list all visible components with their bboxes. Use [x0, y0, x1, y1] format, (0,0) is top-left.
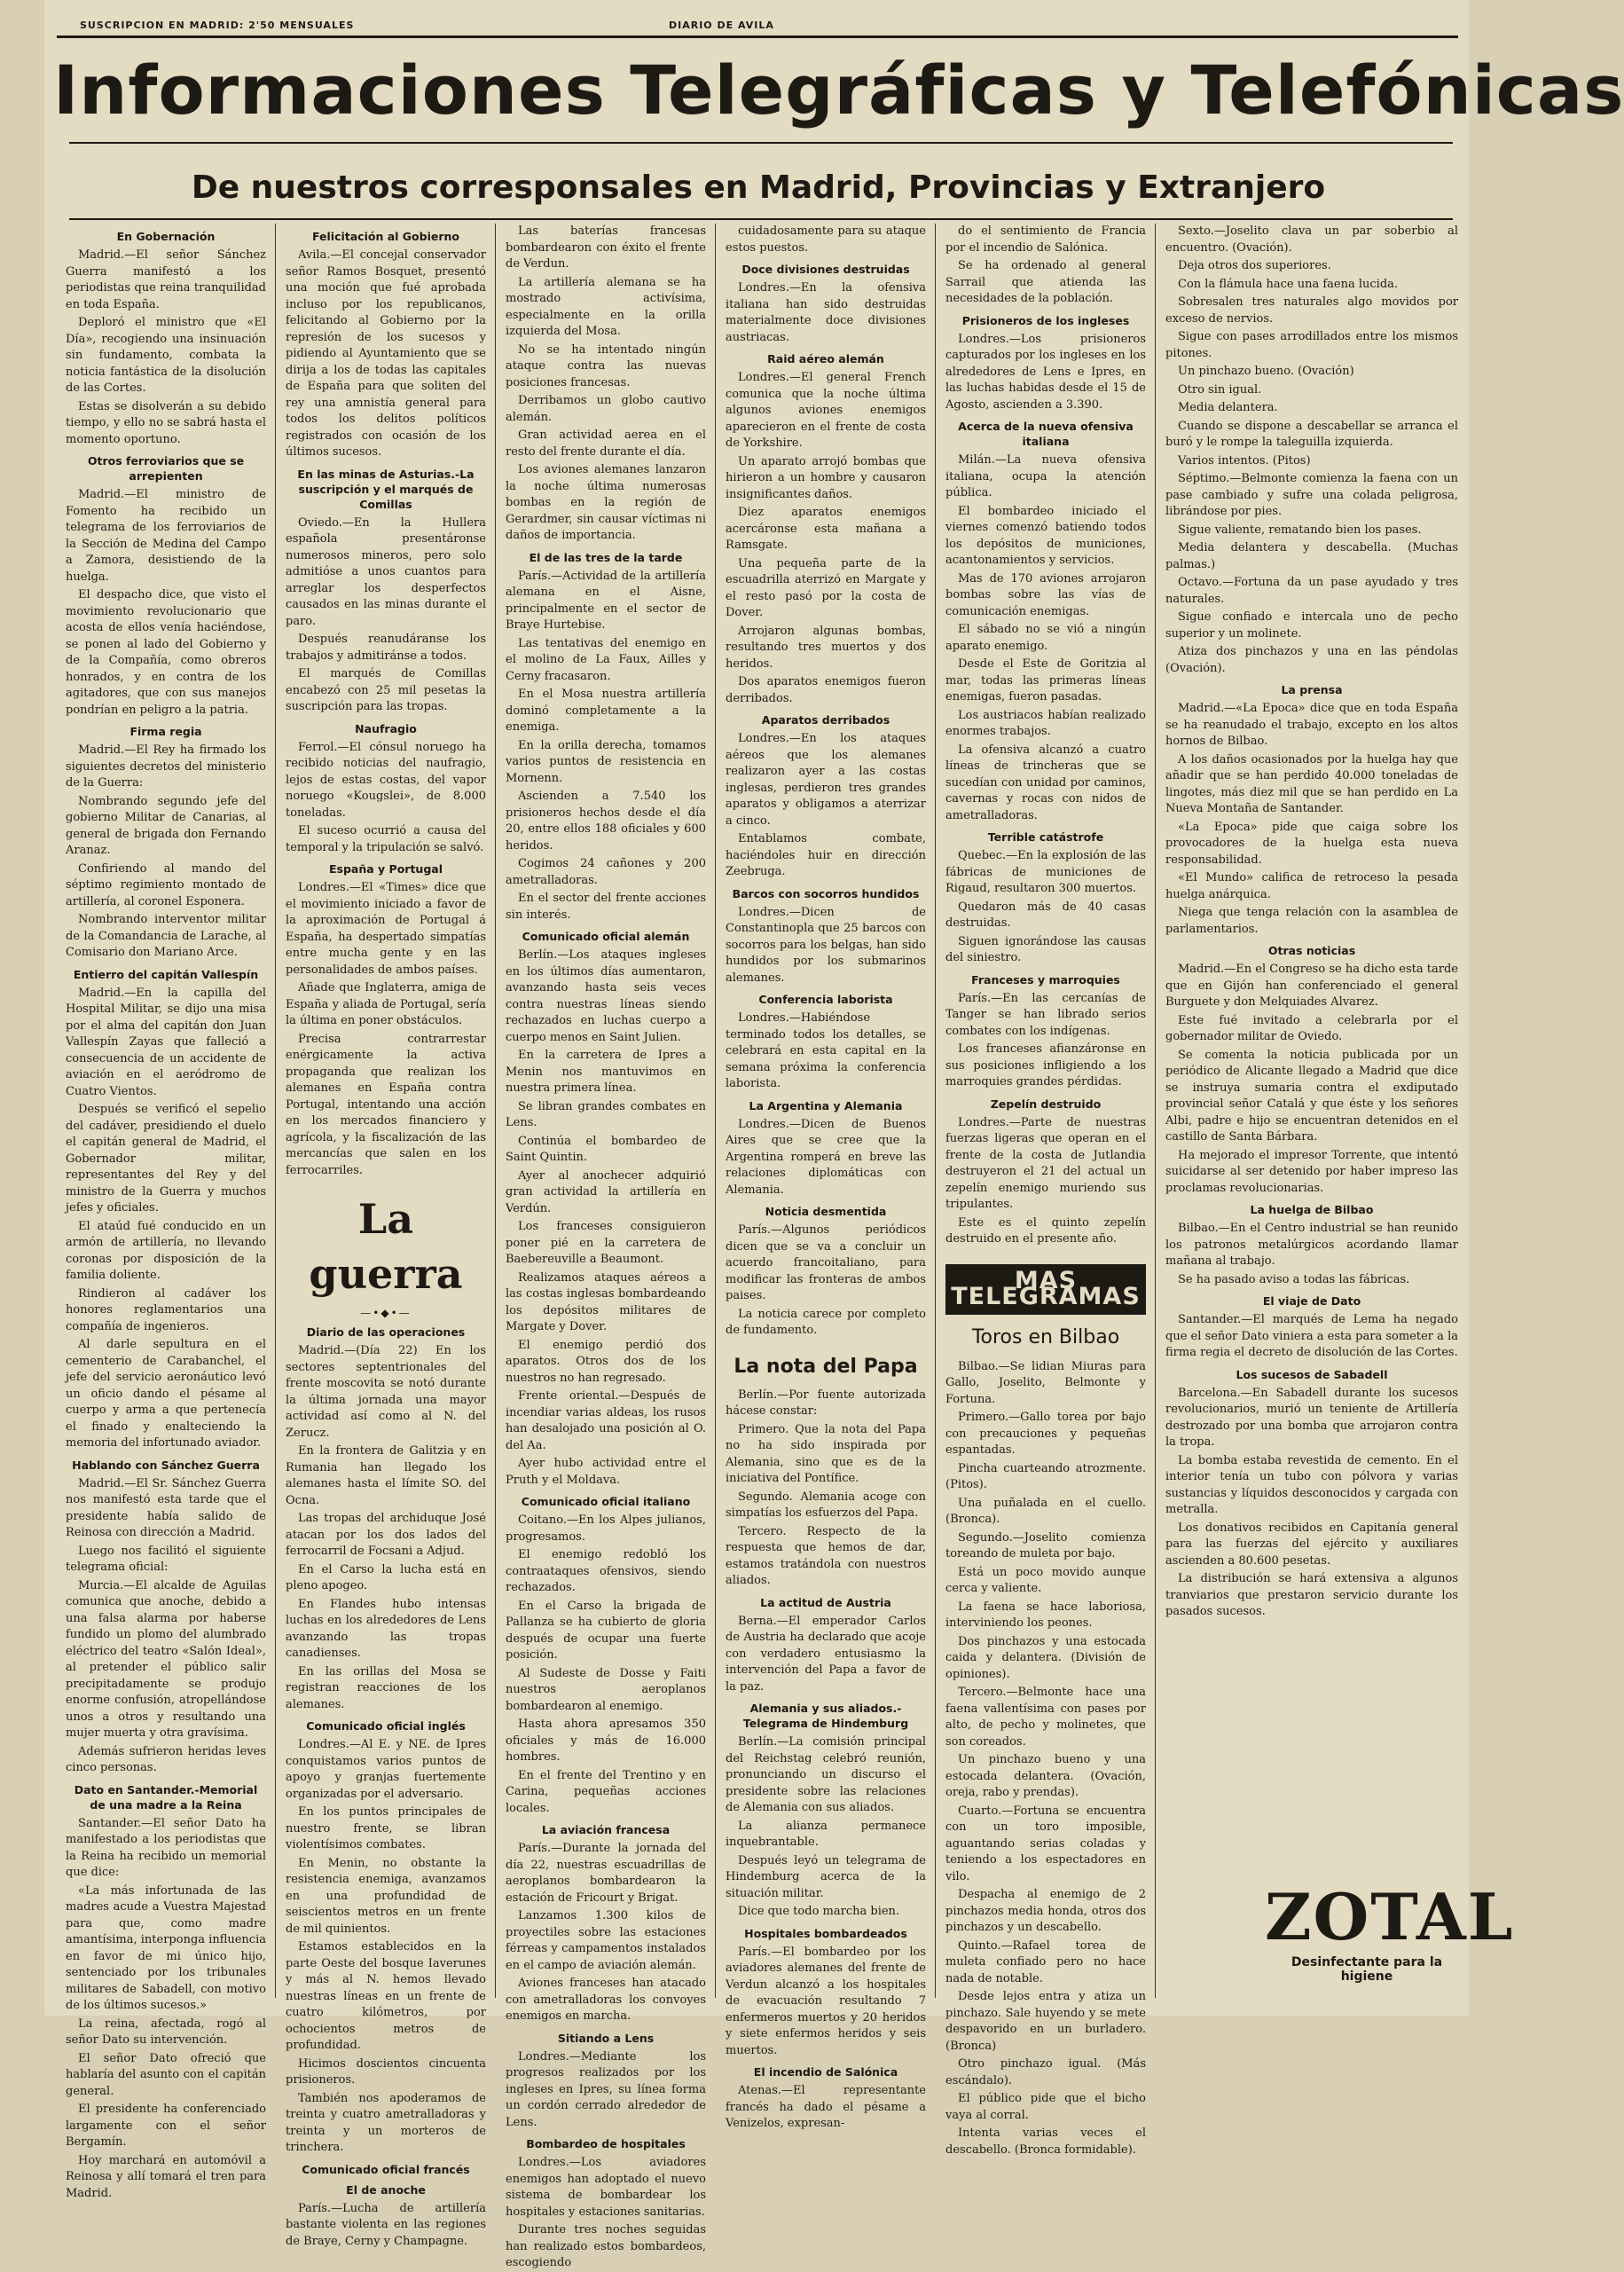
article-headline: La aviación francesa: [541, 1823, 671, 1836]
article-paragraph: El sábado no se vió a ningún aparato enemigo.: [945, 623, 1146, 653]
article-paragraph: Murcia.—El alcalde de Aguilas comunica que anoche, debido a una falsa alarma por haberse fundido un plomo del alumbrado eléctrico del teatro «Salón Ideal», al pretender el público salir precipitadamente se produjo enorme confusión, atropellándose unos a otros y resultando una mujer muerta y otra gravísima.: [66, 1578, 266, 1740]
article-paragraph: Segundo. Alemania acoge con simpatías los esfuerzos del Papa.: [726, 1490, 926, 1520]
article-headline: En las minas de Asturias.-La suscripción y el marqués de Comillas: [297, 467, 475, 511]
article-paragraph: Precisa contrarrestar enérgicamente la activa propaganda que realizan los alemanes en España contra Portugal, intentando una acción en los mercados financiero y agrícola, y la fiscalización de las mercancías que salen en los ferrocarriles.: [286, 1032, 486, 1177]
article-paragraph: Madrid.—El señor Sánchez Guerra manifestó a los periodistas que reina tranquilidad en toda España.: [66, 248, 266, 311]
article-paragraph: Madrid.—En el Congreso se ha dicho esta tarde que en Gijón han conferenciado el general Burguete y don Melquiades Alvarez.: [1165, 963, 1458, 1009]
article-paragraph: Ascienden a 7.540 los prisioneros hechos desde el día 20, entre ellos 188 oficiales y 600 heridos.: [506, 790, 706, 853]
article-paragraph: En Flandes hubo intensas luchas en los alrededores de Lens avanzando las tropas canadienses.: [286, 1597, 486, 1660]
article-paragraph: Barcelona.—En Sabadell durante los sucesos revolucionarios, murió un teniente de Artillería destrozado por una bomba que arrojaron contra la tropa.: [1165, 1386, 1458, 1449]
article-headline: España y Portugal: [328, 862, 443, 876]
article-paragraph: Londres.—En la ofensiva italiana han sido destruidas materialmente doce divisiones austriacas.: [726, 281, 926, 344]
article-paragraph: El marqués de Comillas encabezó con 25 mil pesetas la suscripción para las tropas.: [286, 667, 486, 713]
article-paragraph: Atiza dos pinchazos y una en las péndolas (Ovación).: [1165, 645, 1458, 675]
article-paragraph: Londres.—En los ataques aéreos que los alemanes realizaron ayer a las costas inglesas, perdieron tres grandes aparatos y obligamos a aterrizar a cinco.: [726, 732, 926, 828]
article-paragraph: Londres.—Dicen de Constantinopla que 25 barcos con socorros para los belgas, han sido hundidos por los submarinos alemanes.: [726, 905, 926, 985]
article-paragraph: La alianza permanece inquebrantable.: [726, 1819, 926, 1849]
article-paragraph: Al darle sepultura en el cementerio de Carabanchel, el jefe del servicio aeronáutico levó un oficio dando el pésame al cuerpo y arma a que pertenecía el finado y enalteciendo la memoria del infortunado aviador.: [66, 1338, 266, 1450]
article-paragraph: Sigue con pases arrodillados entre los mismos pitones.: [1165, 330, 1458, 360]
article-paragraph: Después se verificó el sepelio del cadáver, presidiendo el duelo el capitán general de Madrid, el Gobernador militar, representantes del Rey y del ministro de la Guerra y muchos jefes y oficiales.: [66, 1103, 266, 1215]
article-paragraph: La artillería alemana se ha mostrado activísima, especialmente en la orilla izquierda del Mosa.: [506, 275, 706, 338]
article-paragraph: Diez aparatos enemigos acercáronse esta mañana a Ramsgate.: [726, 506, 926, 552]
article-paragraph: Santander.—El señor Dato ha manifestado a los periodistas que la Reina ha recibido un memorial que dice:: [66, 1816, 266, 1879]
article-paragraph: En el frente del Trentino y en Carina, pequeñas acciones locales.: [506, 1768, 706, 1815]
article-paragraph: Gran actividad aerea en el resto del frente durante el día.: [506, 428, 706, 459]
article-paragraph: Los donativos recibidos en Capitanía general para las fuerzas del ejército y auxiliares ascienden a 80.600 pesetas.: [1165, 1521, 1458, 1568]
article-paragraph: Confiriendo al mando del séptimo regimiento montado de artillería, al coronel Esponera.: [66, 861, 266, 908]
article-paragraph: Quedaron más de 40 casas destruidas.: [945, 900, 1146, 930]
article-paragraph: Niega que tenga relación con la asamblea de parlamentarios.: [1165, 906, 1458, 936]
article-paragraph: Pincha cuarteando atrozmente. (Pitos).: [945, 1461, 1146, 1491]
article-paragraph: La distribución se hará extensiva a algunos tranviarios que prestaron servicio durante los pasados sucesos.: [1165, 1572, 1458, 1618]
column-6: [1165, 224, 1458, 1865]
article-paragraph: Los franceses consiguieron poner pié en la carretera de Baebereuville a Beaumont.: [506, 1220, 706, 1266]
article-paragraph: Ferrol.—El cónsul noruego ha recibido noticias del naufragio, lejos de estas costas, del vapor noruego «Kougslei», de 8.000 toneladas.: [286, 740, 486, 820]
article-paragraph: Deploró el ministro que «El Día», recogiendo una insinuación sin fundamento, combata la noticia fantástica de la disolución de las Cortes.: [66, 316, 266, 395]
article-paragraph: Se comenta la noticia publicada por un periódico de Alicante llegado a Madrid que dice se instruya sumaria contra el exdiputado provincial señor Catalá y que éste y los señores Albi, padre e hijo se encuentran detenidos en el castillo de Santa Bárbara.: [1165, 1048, 1458, 1144]
article-paragraph: Milán.—La nueva ofensiva italiana, ocupa la atención pública.: [945, 453, 1146, 499]
article-paragraph: Las baterías francesas bombardearon con éxito el frente de Verdun.: [506, 224, 706, 271]
article-headline: La actitud de Austria: [760, 1595, 891, 1609]
article-headline: Zepelín destruido: [990, 1097, 1102, 1111]
article-paragraph: Oviedo.—En la Hullera española presentáronse numerosos mineros, pero solo admitióse a unos cuantos para arreglar los desperfectos causados en las minas durante el paro.: [286, 515, 486, 628]
article-paragraph: París.—El bombardeo por los aviadores alemanes del frente de Verdun alcanzó a los hospitales de evacuación resultando 7 enfermeros muertos y 20 heridos y siete enfermos heridos y seis muertos.: [726, 1945, 926, 2057]
article-paragraph: La reina, afectada, rogó al señor Dato su intervención.: [66, 2016, 266, 2047]
newspaper-page: [44, 0, 1624, 2269]
article-paragraph: Madrid.—El Rey ha firmado los siguientes decretos del ministerio de la Guerra:: [66, 743, 266, 790]
article-headline: Otras noticias: [1267, 944, 1356, 957]
article-paragraph: Otro pinchazo igual. (Más escándalo).: [945, 2057, 1146, 2087]
article-headline: En Gobernación: [116, 230, 216, 243]
article-headline: Conferencia laborista: [758, 993, 893, 1006]
article-paragraph: En la carretera de Ipres a Menin nos mantuvimos en nuestra primera línea.: [506, 1049, 706, 1095]
article-headline: Bombardeo de hospitales: [526, 2137, 686, 2150]
article-paragraph: Se ha pasado aviso a todas las fábricas.: [1178, 1272, 1410, 1286]
article-headline: Prisioneros de los ingleses: [961, 313, 1130, 327]
article-paragraph: París.—Algunos periódicos dicen que se va a concluir un acuerdo francoitaliano, para modificar las fronteras de ambos paises.: [726, 1223, 926, 1302]
article-paragraph: Dice que todo marcha bien.: [738, 1905, 900, 1918]
article-paragraph: Londres.—Dicen de Buenos Aires que se cree que la Argentina romperá en breve las relaciones diplomáticas con Alemania.: [726, 1117, 926, 1197]
article-paragraph: Madrid.—El Sr. Sánchez Guerra nos manifestó esta tarde que el presidente había salido de Reinosa con dirección a Madrid.: [66, 1476, 266, 1539]
column-divider: [495, 224, 496, 1998]
article-paragraph: La noticia carece por completo de fundamento.: [726, 1307, 926, 1337]
article-paragraph: El señor Dato ofreció que hablaría del asunto con el capitán general.: [66, 2051, 266, 2098]
bullfight-heading: Toros en Bilbao: [971, 1325, 1120, 1348]
article-paragraph: Hoy marchará en automóvil a Reinosa y allí tomará el tren para Madrid.: [66, 2153, 266, 2200]
pope-note-heading: La nota del Papa: [734, 1355, 918, 1378]
article-paragraph: Bilbao.—En el Centro industrial se han reunido los patronos metalúrgicos acordando llamar mañana al trabajo.: [1165, 1222, 1458, 1268]
article-paragraph: cuidadosamente para su ataque estos puestos.: [726, 224, 926, 255]
article-headline: Comunicado oficial inglés: [306, 1719, 466, 1733]
article-paragraph: Berlín.—Por fuente autorizada hácese constar:: [726, 1388, 926, 1418]
article-paragraph: do el sentimiento de Francia por el incendio de Salónica.: [945, 224, 1146, 255]
article-paragraph: Sobresalen tres naturales algo movidos por exceso de nervios.: [1165, 295, 1458, 326]
article-headline: Sitiando a Lens: [557, 2031, 655, 2045]
article-paragraph: Primero. Que la nota del Papa no ha sido inspirada por Alemania, sino que es de la iniciativa del Pontífice.: [726, 1422, 926, 1485]
section-masthead: Informaciones Telegráficas y Telefónicas: [53, 51, 1624, 130]
article-paragraph: Tercero. Respecto de la respuesta que hemos de dar, estamos tratándola con nuestros aliados.: [726, 1524, 926, 1587]
article-paragraph: La bomba estaba revestida de cemento. En el interior tenía un tubo con pólvora y varias sustancias y líquidos desconocidos y cargada con metralla.: [1165, 1453, 1458, 1516]
article-headline: Noticia desmentida: [765, 1205, 887, 1218]
article-paragraph: Santander.—El marqués de Lema ha negado que el señor Dato viniera a esta para someter a la firma regia el decreto de disolución de las Cortes.: [1165, 1313, 1458, 1359]
article-paragraph: En el Carso la lucha está en pleno apogeo.: [286, 1562, 486, 1592]
article-headline: El incendio de Salónica: [753, 2065, 898, 2079]
article-paragraph: Luego nos facilitó el siguiente telegrama oficial:: [66, 1544, 266, 1574]
article-headline: Aparatos derribados: [761, 713, 890, 727]
article-paragraph: «La más infortunada de las madres acude a Vuestra Majestad para que, como madre amantísima, interponga influencia en favor de mi único hijo, sentenciado por los tribunales militares de Sabadell, con motivo de los últimos sucesos.»: [66, 1883, 266, 2012]
article-paragraph: En la orilla derecha, tomamos varios puntos de resistencia en Mornenn.: [506, 738, 706, 785]
article-paragraph: Hasta ahora apresamos 350 oficiales y más de 16.000 hombres.: [506, 1718, 706, 1764]
article-paragraph: Frente oriental.—Después de incendiar varias aldeas, los rusos han desalojado una posición al O. del Aa.: [506, 1389, 706, 1452]
article-paragraph: En el Carso la brigada de Pallanza se ha cubierto de gloria después de ocupar una fuerte posición.: [506, 1599, 706, 1662]
article-paragraph: En el sector del frente acciones sin interés.: [506, 892, 706, 922]
article-paragraph: Despacha al enemigo de 2 pinchazos media honda, otros dos pinchazos y un descabello.: [945, 1888, 1146, 1934]
zotal-advertisement: [1265, 1879, 1515, 2012]
article-headline: Diario de las operaciones: [306, 1325, 466, 1339]
article-paragraph: «La Epoca» pide que caiga sobre los provocadores de la huelga esta nueva responsabilidad.: [1165, 820, 1458, 867]
article-headline: Otros ferroviarios que se arrepienten: [87, 454, 245, 483]
column-5: [945, 224, 1146, 2157]
article-paragraph: Los austriacos habían realizado enormes trabajos.: [945, 708, 1146, 738]
article-paragraph: Se ha ordenado al general Sarrail que atienda las necesidades de la población.: [945, 259, 1146, 305]
article-paragraph: Después reanudáranse los trabajos y admitiránse a todos.: [286, 633, 486, 663]
article-paragraph: Entablamos combate, haciéndoles huir en dirección Zeebruga.: [726, 832, 926, 878]
article-paragraph: Hicimos doscientos cincuenta prisioneros.: [286, 2056, 486, 2087]
column-divider: [1155, 224, 1156, 1998]
article-paragraph: Cuarto.—Fortuna se encuentra con un toro imposible, aguantando serias coladas y teniendo a los espectadores en vilo.: [945, 1804, 1146, 1883]
article-paragraph: Londres.—Los aviadores enemigos han adoptado el nuevo sistema de bombardear los hospitales y estaciones sanitarias.: [506, 2156, 706, 2219]
article-paragraph: El público pide que el bicho vaya al corral.: [945, 2092, 1146, 2122]
article-paragraph: En el Mosa nuestra artillería dominó completamente a la enemiga.: [506, 688, 706, 734]
article-paragraph: En Menin, no obstante la resistencia enemiga, avanzamos en una profundidad de seiscientos metros en un frente de mil quinientos.: [286, 1856, 486, 1936]
article-paragraph: La ofensiva alcanzó a cuatro líneas de trincheras que se sucedían con unidad por caminos, cavernas y rocas con nidos de ametralladoras.: [945, 743, 1146, 822]
article-paragraph: Séptimo.—Belmonte comienza la faena con un pase cambiado y sufre una colada peligrosa, librándose por pies.: [1165, 472, 1458, 518]
article-paragraph: Las tentativas del enemigo en el molino de La Faux, Ailles y Cerny fracasaron.: [506, 636, 706, 683]
article-paragraph: Madrid.—(Día 22) En los sectores septentrionales del frente moscovita se notó durante la última jornada una mayor actividad así como al N. del Zerucz.: [286, 1344, 486, 1440]
article-paragraph: Con la flámula hace una faena lucida.: [1178, 277, 1399, 291]
article-paragraph: Quebec.—En la explosión de las fábricas de municiones de Rigaud, resultaron 300 muertos.: [945, 849, 1146, 895]
article-paragraph: Ha mejorado el impresor Torrente, que intentó suicidarse al ser detenido por haber impreso las proclamas revolucionarias.: [1165, 1148, 1458, 1195]
article-paragraph: Quinto.—Rafael torea de muleta confiado pero no hace nada de notable.: [945, 1938, 1146, 1985]
article-paragraph: Ayer hubo actividad entre el Pruth y el Moldava.: [506, 1457, 706, 1487]
article-paragraph: Desde el Este de Goritzia al mar, todas las primeras líneas enemigas, fueron pasadas.: [945, 657, 1146, 704]
article-paragraph: Otro sin igual.: [1178, 382, 1262, 397]
article-paragraph: Avila.—El concejal conservador señor Ramos Bosquet, presentó una moción que fué aprobada incluso por los republicanos, felicitando al Gobierno por la represión de los sucesos y pidiendo al Ayuntamiento que se dirija a los de todas las capitales de España para que soliten del rey una amnistía general para todos los delitos políticos registrados con ocasión de los últimos sucesos.: [286, 248, 486, 459]
article-paragraph: Estas se disolverán a su debido tiempo, y ello no se sabrá hasta el momento oportuno.: [66, 399, 266, 446]
article-paragraph: Ayer al anochecer adquirió gran actividad la artillería en Verdún.: [506, 1168, 706, 1215]
article-paragraph: Un pinchazo bueno y una estocada delantera. (Ovación, oreja, rabo y prendas).: [945, 1753, 1146, 1799]
subscription-note: SUSCRIPCION EN MADRID: 2'50 MENSUALES: [80, 20, 355, 31]
article-paragraph: Una pequeña parte de la escuadrilla aterrizó en Margate y el resto pasó por la costa de Dover.: [726, 556, 926, 619]
article-paragraph: Siguen ignorándose las causas del siniestro.: [945, 934, 1146, 964]
article-paragraph: Dos aparatos enemigos fueron derribados.: [726, 675, 926, 705]
subtitle-rule: [69, 218, 1453, 220]
article-headline: Los sucesos de Sabadell: [1236, 1367, 1388, 1381]
article-headline: Franceses y marroquies: [971, 972, 1120, 987]
article-paragraph: París.—Actividad de la artillería alemana en el Aisne, principalmente en el sector de Braye Hurtebise.: [506, 569, 706, 632]
article-paragraph: Primero.—Gallo torea por bajo con precauciones y pequeñas espantadas.: [945, 1411, 1146, 1457]
article-paragraph: Londres.—Mediante los progresos realizados por los ingleses en Ipres, su línea forma un cordón cerrado alrededor de Lens.: [506, 2049, 706, 2129]
column-2: [286, 224, 486, 2248]
article-paragraph: Desde lejos entra y atiza un pinchazo. Sale huyendo y se mete despavorido en un burladero. (Bronca): [945, 1990, 1146, 2053]
article-paragraph: Segundo.—Joselito comienza toreando de muleta por bajo.: [945, 1530, 1146, 1561]
article-paragraph: La faena se hace laboriosa, interviniendo los peones.: [945, 1600, 1146, 1630]
article-paragraph: El bombardeo iniciado el viernes comenzó batiendo todos los depósitos de municiones, acantonamientos y servicios.: [945, 504, 1146, 567]
ad-tagline: Desinfectante para la higiene: [1291, 1955, 1443, 1984]
article-paragraph: El enemigo redobló los contraataques ofensivos, siendo rechazados.: [506, 1548, 706, 1594]
column-divider: [275, 224, 276, 1998]
article-paragraph: París.—En las cercanías de Tanger se han librado serios combates con los indígenas.: [945, 991, 1146, 1038]
article-headline: Entierro del capitán Vallespín: [73, 967, 259, 981]
article-paragraph: Deja otros dos superiores.: [1178, 259, 1331, 272]
article-headline: Barcos con socorros hundidos: [732, 886, 920, 900]
article-paragraph: El enemigo perdió dos aparatos. Otros dos de los nuestros no han regresado.: [506, 1338, 706, 1385]
article-paragraph: Los aviones alemanes lanzaron la noche última numerosas bombas en la región de Gerardmer, sin causar víctimas ni daños de importancia.: [506, 463, 706, 542]
article-paragraph: El presidente ha conferenciado largamente con el señor Bergamín.: [66, 2103, 266, 2149]
article-paragraph: Un pinchazo bueno. (Ovación): [1178, 365, 1354, 378]
article-headline: Dato en Santander.-Memorial de una madre a la Reina: [74, 1782, 258, 1812]
article-headline: Hablando con Sánchez Guerra: [72, 1458, 260, 1472]
article-paragraph: Además sufrieron heridas leves cinco personas.: [66, 1744, 266, 1774]
article-paragraph: Londres.—Al E. y NE. de Ipres conquistamos varios puntos de apoyo y granjas fuertemente organizadas por el adversario.: [286, 1738, 486, 1801]
article-headline: Hospitales bombardeados: [744, 1926, 907, 1940]
article-paragraph: Lanzamos 1.300 kilos de proyectiles sobre las estaciones férreas y campamentos instalados en el campo de aviación alemán.: [506, 1909, 706, 1972]
article-paragraph: Coitano.—En los Alpes julianos, progresamos.: [506, 1513, 706, 1544]
article-paragraph: Berna.—El emperador Carlos de Austria ha declarado que acoje con verdadero entusiasmo la intervención del Papa a favor de la paz.: [726, 1614, 926, 1694]
article-paragraph: París.—Durante la jornada del día 22, nuestras escuadrillas de aeroplanos bombardearon la estación de Fricourt y Brigat.: [506, 1842, 706, 1905]
article-paragraph: Arrojaron algunas bombas, resultando tres muertos y dos heridos.: [726, 624, 926, 671]
article-headline: Raid aéreo alemán: [767, 352, 884, 366]
article-headline: Comunicado oficial italiano: [521, 1495, 691, 1508]
article-paragraph: París.—Lucha de artillería bastante violenta en las regiones de Braye, Cerny y Champagne.: [286, 2201, 486, 2248]
article-paragraph: Nombrando segundo jefe del gobierno Militar de Canarias, al general de brigada don Fernando Aranaz.: [66, 794, 266, 857]
article-paragraph: Una puñalada en el cuello. (Bronca).: [945, 1496, 1146, 1526]
article-paragraph: Cogimos 24 cañones y 200 ametralladoras.: [506, 857, 706, 887]
article-paragraph: Realizamos ataques aéreos a las costas inglesas bombardeando los depósitos militares de Margate y Dover.: [506, 1270, 706, 1333]
article-paragraph: Está un poco movido aunque cerca y valiente.: [945, 1565, 1146, 1595]
article-paragraph: Londres.—Habiéndose terminado todos los detalles, se celebrará en esta capital en la semana próxima la conferencia laborista.: [726, 1011, 926, 1090]
article-paragraph: Aviones franceses han atacado con ametralladoras los convoyes enemigos en marcha.: [506, 1977, 706, 2023]
article-paragraph: Estamos establecidos en la parte Oeste del bosque Iaverunes y más al N. hemos llevado nuestras líneas en un frente de cuatro kilómetros, por ochocientos metros de profundidad.: [286, 1940, 486, 2052]
article-paragraph: «El Mundo» califica de retroceso la pesada huelga anárquica.: [1165, 871, 1458, 901]
article-paragraph: Añade que Inglaterra, amiga de España y aliada de Portugal, sería la última en poner obstáculos.: [286, 981, 486, 1027]
article-paragraph: Los franceses afianzáronse en sus posiciones infligiendo a los marroquies grandes pérdidas.: [945, 1042, 1146, 1089]
article-paragraph: El ataúd fué conducido en un armón de artillería, no llevando coronas por disposición de la familia doliente.: [66, 1219, 266, 1282]
article-paragraph: En la frontera de Galitzia y en Rumania han llegado los alemanes hasta el límite SO. del Ocna.: [286, 1444, 486, 1507]
article-paragraph: Mas de 170 aviones arrojaron bombas sobre las vías de comunicación enemigas.: [945, 571, 1146, 618]
article-paragraph: Las tropas del archiduque José atacan por los dos lados del ferrocarril de Focsani a Adjud.: [286, 1512, 486, 1558]
article-paragraph: Media delantera.: [1178, 401, 1278, 414]
article-paragraph: Madrid.—El ministro de Fomento ha recibido un telegrama de los ferroviarios de la Sección de Medina del Campo a Zamora, desistiendo de la huelga.: [66, 488, 266, 584]
article-paragraph: Sigue confiado e intercala uno de pecho superior y un molinete.: [1165, 610, 1458, 641]
article-headline: Terrible catástrofe: [987, 830, 1104, 844]
article-paragraph: Varios intentos. (Pitos): [1178, 453, 1311, 468]
article-headline: Naufragio: [355, 721, 417, 735]
article-headline: El de las tres de la tarde: [529, 550, 683, 564]
article-paragraph: Berlín.—Los ataques ingleses en los últimos días aumentaron, avanzando hasta seis veces contra nuestras líneas siendo rechazados en luchas cuerpo a cuerpo menos en Saint Julien.: [506, 948, 706, 1044]
paper-name: DIARIO DE AVILA: [669, 20, 774, 31]
article-paragraph: Este es el quinto zepelín destruido en el presente año.: [945, 1215, 1146, 1246]
article-paragraph: Bilbao.—Se lidian Miuras para Gallo, Joselito, Belmonte y Fortuna.: [945, 1359, 1146, 1406]
article-paragraph: Londres.—Parte de nuestras fuerzas ligeras que operan en el frente de la costa de Jutlandia destruyeron el 21 del actual un zepelín enemigo muriendo sus tripulantes.: [945, 1115, 1146, 1211]
article-headline: El viaje de Dato: [1262, 1294, 1361, 1308]
article-paragraph: Cuando se dispone a descabellar se arranca el buró y le rompe la taleguilla izquierda.: [1165, 419, 1458, 449]
article-paragraph: Londres.—El «Times» dice que el movimiento iniciado a favor de la aproximación de Portugal á España, ha despertado simpatías entre mucha gente y en las personalidades de ambos países.: [286, 881, 486, 977]
column-divider: [715, 224, 716, 1998]
article-headline: Comunicado oficial alemán: [522, 930, 690, 943]
ad-brand: ZOTAL: [1265, 1879, 1515, 1954]
section-subtitle: De nuestros corresponsales en Madrid, Provincias y Extranjero: [191, 169, 1326, 206]
article-paragraph: Madrid.—«La Epoca» dice que en toda España se ha reanudado el trabajo, excepto en los altos hornos de Bilbao.: [1165, 702, 1458, 748]
article-paragraph: Madrid.—En la capilla del Hospital Militar, se dijo una misa por el alma del capitán don Juan Vallespín Zayas que falleció a consecuencia de un accidente de aviación en el aeródromo de Cuatro Vientos.: [66, 986, 266, 1098]
article-headline: El de anoche: [346, 2182, 426, 2197]
article-paragraph: Sexto.—Joselito clava un par soberbio al encuentro. (Ovación).: [1165, 224, 1458, 255]
article-paragraph: Al Sudeste de Dosse y Faiti nuestros aeroplanos bombardearon al enemigo.: [506, 1666, 706, 1713]
article-paragraph: Se libran grandes combates en Lens.: [506, 1099, 706, 1129]
article-paragraph: Después leyó un telegrama de Hindemburg acerca de la situación militar.: [726, 1853, 926, 1900]
article-headline: La Argentina y Alemania: [749, 1098, 903, 1112]
article-headline: Felicitación al Gobierno: [312, 230, 459, 243]
article-paragraph: Dos pinchazos y una estocada caida y delantera. (División de opiniones).: [945, 1634, 1146, 1681]
article-paragraph: Nombrando interventor militar de la Comandancia de Larache, al Comisario don Mariano Arce.: [66, 913, 266, 959]
article-paragraph: El suceso ocurrió a causa del temporal y la tripulación se salvó.: [286, 824, 486, 854]
article-paragraph: No se ha intentado ningún ataque contra las nuevas posiciones francesas.: [506, 342, 706, 389]
masthead-rule: [69, 142, 1453, 144]
article-headline: Doce divisiones destruidas: [741, 263, 910, 276]
article-headline: La prensa: [1281, 683, 1343, 696]
article-paragraph: Londres.—Los prisioneros capturados por los ingleses en los alrededores de Lens e Ipres, en las luchas habidas desde el 15 de Agosto, ascienden a 3.390.: [945, 332, 1146, 412]
article-headline: Comunicado oficial francés: [302, 2162, 470, 2176]
article-paragraph: Berlín.—La comisión principal del Reichstag celebró reunión, pronunciando un discurso el presidente sobre las relaciones de Alemania con sus aliados.: [726, 1735, 926, 1814]
article-paragraph: Continúa el bombardeo de Saint Quintin.: [506, 1134, 706, 1164]
top-bar: [57, 16, 1458, 38]
article-paragraph: Intenta varias veces el descabello. (Bronca formidable).: [945, 2127, 1146, 2157]
article-paragraph: Durante tres noches seguidas han realizado estos bombardeos, escogiendo: [506, 2223, 706, 2269]
article-paragraph: Media delantera y descabella. (Muchas palmas.): [1165, 541, 1458, 571]
article-paragraph: El despacho dice, que visto el movimiento revolucionario que acosta de ellos venía haciéndose, se ponen al lado del Gobierno y de la Compañía, como obreros honrados, y en contra de los agitadores, que con sus manejos pondrían en peligro a la patria.: [66, 588, 266, 717]
war-section-heading: La guerra: [309, 1195, 463, 1298]
article-paragraph: Rindieron al cadáver los honores reglamentarios una compañía de ingenieros.: [66, 1286, 266, 1333]
article-headline: Acerca de la nueva ofensiva italiana: [958, 420, 1134, 448]
article-paragraph: En los puntos principales de nuestro frente, se libran violentísimos combates.: [286, 1805, 486, 1851]
article-headline: Alemania y sus aliados.-Telegrama de Hindemburg: [742, 1702, 909, 1730]
column-divider: [935, 224, 936, 1998]
article-paragraph: A los daños ocasionados por la huelga hay que añadir que se han perdido 40.000 toneladas de lingotes, más diez mil que se han perdido en La Nueva Montaña de Santander.: [1165, 752, 1458, 815]
column-1: [66, 224, 266, 2200]
article-paragraph: También nos apoderamos de treinta y cuatro ametralladoras y treinta y un morteros de trinchera.: [286, 2091, 486, 2154]
column-3: [506, 224, 706, 2269]
article-paragraph: Octavo.—Fortuna da un pase ayudado y tres naturales.: [1165, 576, 1458, 606]
ornament-divider: —•◆•—: [360, 1307, 412, 1319]
article-headline: Firma regia: [129, 725, 202, 738]
article-headline: La huelga de Bilbao: [1250, 1203, 1374, 1216]
column-4: [726, 224, 926, 2130]
article-paragraph: Atenas.—El representante francés ha dado el pésame a Venizelos, expresan-: [726, 2084, 926, 2130]
article-paragraph: Este fué invitado a celebrarla por el gobernador militar de Oviedo.: [1165, 1013, 1458, 1043]
more-telegrams-banner: MAS TELEGRAMAS: [945, 1264, 1146, 1315]
article-paragraph: Sigue valiente, rematando bien los pases.: [1178, 523, 1422, 537]
article-paragraph: Un aparato arrojó bombas que hirieron a un hombre y causaron insignificantes daños.: [726, 454, 926, 501]
article-paragraph: Derribamos un globo cautivo alemán.: [506, 394, 706, 424]
article-paragraph: En las orillas del Mosa se registran reacciones de los alemanes.: [286, 1664, 486, 1711]
article-paragraph: Londres.—El general French comunica que la noche última algunos aviones enemigos aparecieron en el frente de costa de Yorkshire.: [726, 371, 926, 450]
article-paragraph: Tercero.—Belmonte hace una faena vallentísima con pases por alto, de pecho y molinetes, que son coreados.: [945, 1686, 1146, 1749]
